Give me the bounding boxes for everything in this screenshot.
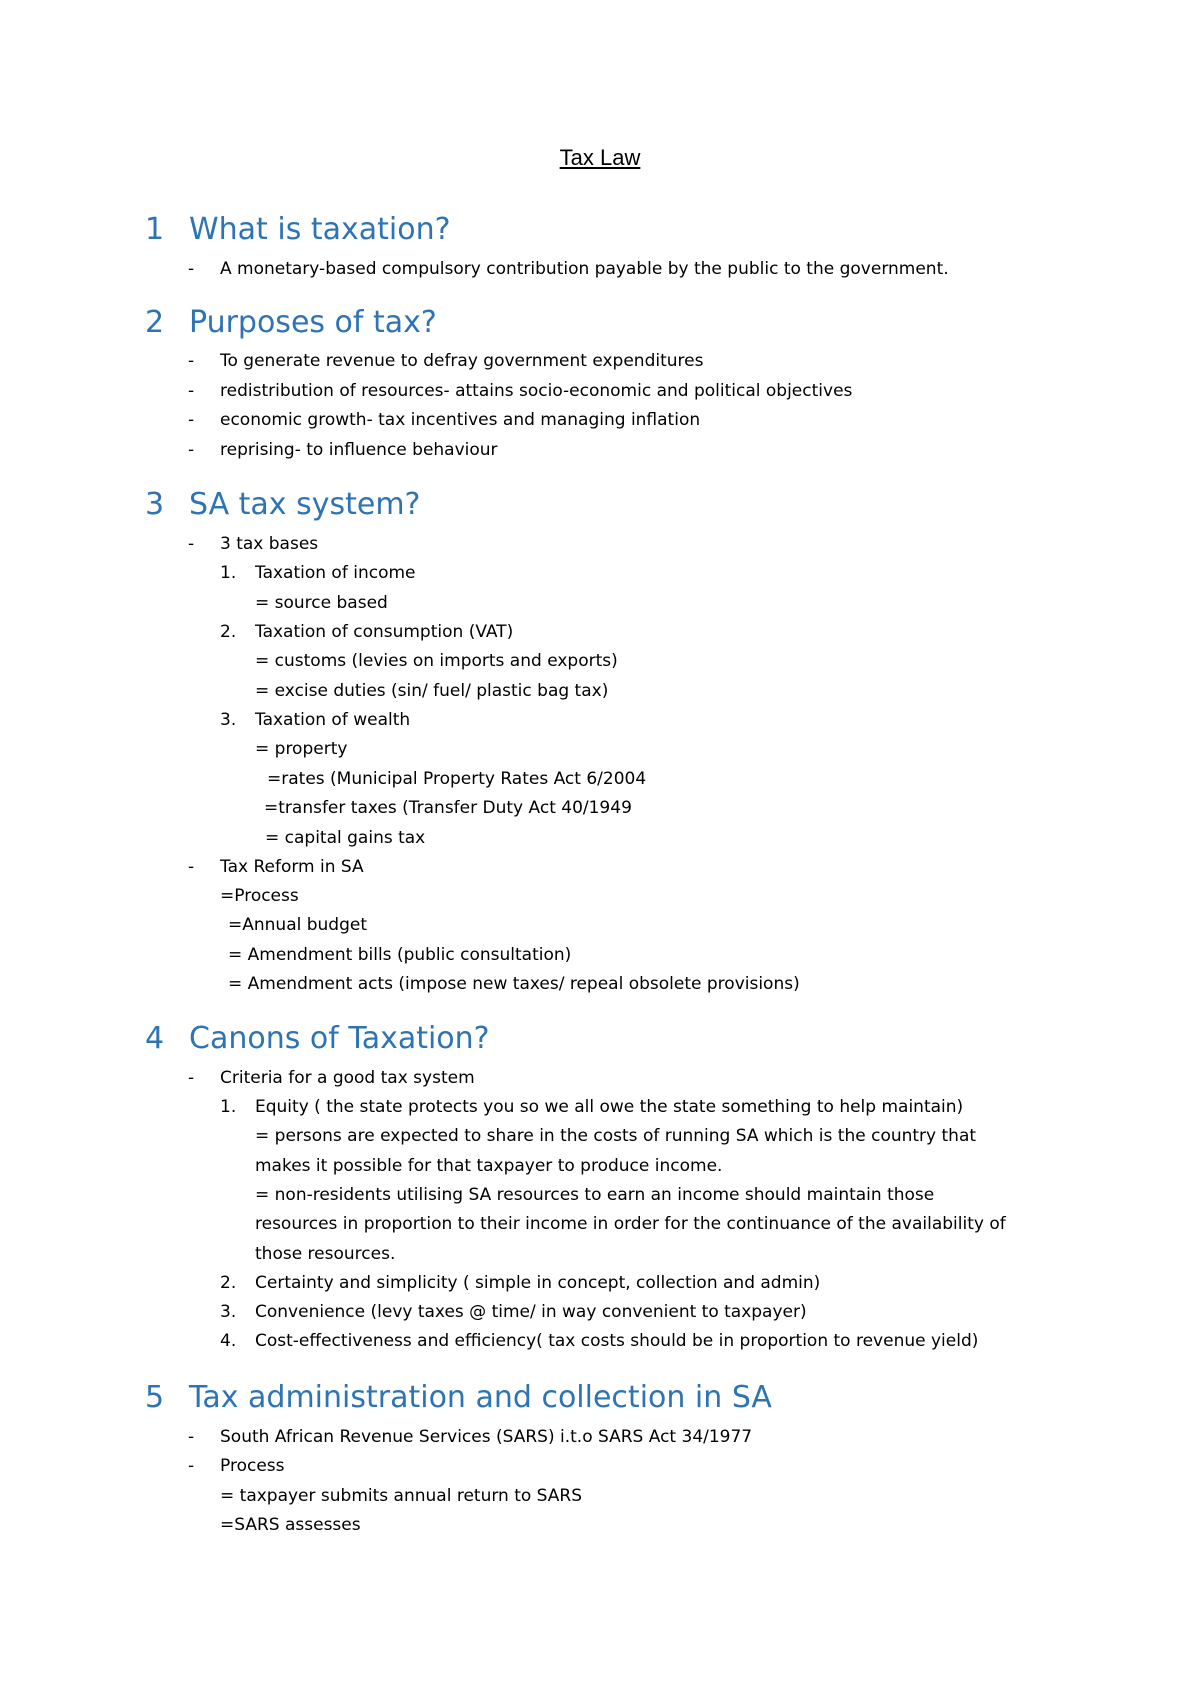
sub-line: = Amendment acts (impose new taxes/ repeal obsolete provisions) (228, 974, 800, 994)
dash-bullet: - (188, 381, 195, 401)
body-line: redistribution of resources- attains socio-economic and political objectives (220, 381, 853, 401)
dash-bullet: - (188, 534, 195, 554)
sub-line: =transfer taxes (Transfer Duty Act 40/1949 (264, 798, 632, 818)
body-line: South African Revenue Services (SARS) i.t.o SARS Act 34/1977 (220, 1427, 753, 1447)
heading-purposes-of-tax (145, 305, 437, 341)
heading-number: 5 (145, 1380, 165, 1415)
sub-line: = excise duties (sin/ fuel/ plastic bag tax) (255, 681, 609, 701)
page-title: Tax Law (559, 145, 641, 170)
heading-number: 3 (145, 487, 165, 522)
dash-bullet: - (188, 1427, 195, 1447)
heading-number: 1 (145, 212, 165, 247)
sub-line: = non-residents utilising SA resources to earn an income should maintain those (255, 1185, 935, 1205)
heading-text: Tax administration and collection in SA (189, 1380, 772, 1415)
list-number: 3. (220, 1302, 237, 1322)
list-item-text: Certainty and simplicity ( simple in concept, collection and admin) (255, 1273, 821, 1293)
sub-line: =SARS assesses (220, 1515, 361, 1535)
heading-number: 2 (145, 305, 165, 340)
sub-line: = customs (levies on imports and exports) (255, 651, 618, 671)
dash-bullet: - (188, 1068, 195, 1088)
sub-line: =Process (220, 886, 299, 906)
body-line: A monetary-based compulsory contribution payable by the public to the government. (220, 259, 949, 279)
body-line: Process (220, 1456, 285, 1476)
list-number: 3. (220, 710, 237, 730)
dash-bullet: - (188, 1456, 195, 1476)
list-item-text: Taxation of wealth (255, 710, 411, 730)
dash-bullet: - (188, 351, 195, 371)
list-number: 4. (220, 1331, 237, 1351)
sub-line: = taxpayer submits annual return to SARS (220, 1486, 583, 1506)
heading-number: 4 (145, 1021, 165, 1056)
body-line: Criteria for a good tax system (220, 1068, 475, 1088)
sub-line: =Annual budget (228, 915, 368, 935)
body-line: To generate revenue to defray government expenditures (220, 351, 704, 371)
sub-line: those resources. (255, 1244, 396, 1264)
list-number: 2. (220, 1273, 237, 1293)
sub-line: = property (255, 739, 348, 759)
sub-line: =rates (Municipal Property Rates Act 6/2004 (267, 769, 647, 789)
heading-what-is-taxation (145, 212, 451, 248)
heading-text: SA tax system? (189, 487, 421, 522)
list-item-text: Equity ( the state protects you so we all owe the state something to help maintain) (255, 1097, 964, 1117)
heading-text: What is taxation? (189, 212, 451, 247)
sub-line: = Amendment bills (public consultation) (228, 945, 572, 965)
heading-canons-of-taxation (145, 1021, 490, 1057)
sub-line: resources in proportion to their income in order for the continuance of the availability of (255, 1214, 1006, 1234)
body-line: reprising- to influence behaviour (220, 440, 498, 460)
heading-text: Purposes of tax? (189, 305, 437, 340)
dash-bullet: - (188, 440, 195, 460)
list-item-text: Convenience (levy taxes @ time/ in way convenient to taxpayer) (255, 1302, 807, 1322)
heading-sa-tax-system (145, 487, 420, 523)
list-item-text: Taxation of income (255, 563, 416, 583)
dash-bullet: - (188, 410, 195, 430)
body-line: 3 tax bases (220, 534, 319, 554)
list-number: 2. (220, 622, 237, 642)
sub-line: makes it possible for that taxpayer to produce income. (255, 1156, 723, 1176)
list-number: 1. (220, 563, 237, 583)
heading-tax-administration (145, 1380, 772, 1416)
sub-line: = capital gains tax (265, 828, 426, 848)
sub-line: = persons are expected to share in the costs of running SA which is the country that (255, 1126, 977, 1146)
list-item-text: Cost-effectiveness and efficiency( tax costs should be in proportion to revenue yield) (255, 1331, 979, 1351)
body-line: Tax Reform in SA (220, 857, 364, 877)
dash-bullet: - (188, 857, 195, 877)
dash-bullet: - (188, 259, 195, 279)
sub-line: = source based (255, 593, 388, 613)
body-line: economic growth- tax incentives and managing inflation (220, 410, 701, 430)
list-number: 1. (220, 1097, 237, 1117)
heading-text: Canons of Taxation? (189, 1021, 490, 1056)
list-item-text: Taxation of consumption (VAT) (255, 622, 514, 642)
